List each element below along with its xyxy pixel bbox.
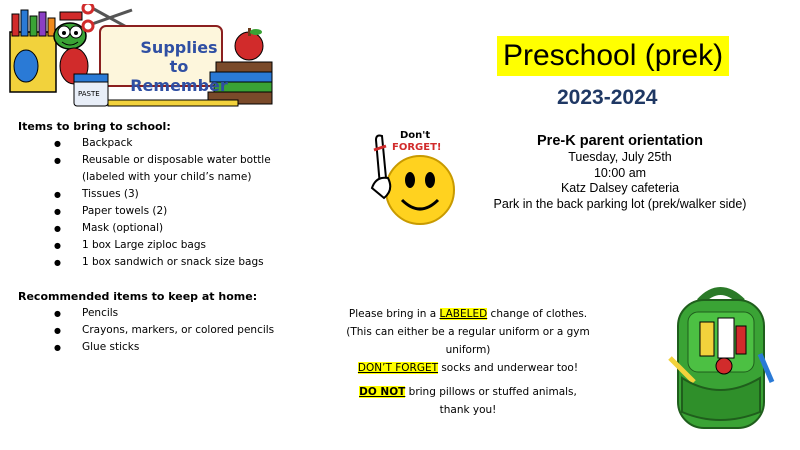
list-item: ● Paper towels (2) [18,203,338,220]
home-list-heading: Recommended items to keep at home: [18,290,258,303]
orientation-title: Pre-K parent orientation [537,133,703,149]
supplies-banner [4,4,274,110]
page-title: Preschool (prek) [497,36,729,76]
labeled-highlight: LABELED [439,308,488,320]
note-thanks: thank you! [439,404,497,416]
banner-title-line1: Supplies [140,38,218,57]
clothing-notes [338,305,598,419]
note-do-not [338,383,598,401]
orientation-place: Katz Dalsey cafeteria [560,181,680,195]
list-item: ● Pencils [18,305,338,322]
note-dont-forget [338,359,598,377]
orientation-date: Tuesday, July 25th [568,150,672,164]
list-item: ● Crayons, markers, or colored pencils [18,322,338,339]
smiley-text-line1: Don't [400,130,431,141]
note-text: socks and underwear too! [438,362,579,374]
orientation-parking: Park in the back parking lot (prek/walker side) [493,196,747,211]
dont-forget-highlight: DON’T FORGET [357,362,438,374]
dont-forget-smiley [362,128,462,228]
list-item: ● Mask (optional) [18,220,338,237]
backpack-icon [664,282,776,432]
paste-label: PASTE [78,90,100,98]
list-item [18,152,338,186]
orientation-time: 10:00 am [593,165,647,180]
note-text: change of clothes. (This can either be a regular uniform or a gym uniform) [346,308,590,356]
list-item: ● 1 box sandwich or snack size bags [18,254,338,271]
list-item-line: Reusable or disposable water bottle [82,154,271,166]
list-item-line: (labeled with your child’s name) [82,171,252,183]
list-item: ● Tissues (3) [18,186,338,203]
list-item: ● Backpack [18,135,338,152]
school-list-heading: Items to bring to school: [18,120,171,133]
note-text: Please bring in a [348,308,440,320]
school-year: 2023-2024 [557,86,658,109]
orientation-info [470,132,770,212]
home-list [18,305,338,356]
note-text: bring pillows or stuffed animals, [405,386,577,398]
supply-lists [18,118,338,356]
do-not-highlight: DO NOT [359,386,406,398]
banner-title [124,38,234,95]
list-item: ● 1 box Large ziploc bags [18,237,338,254]
note-labeled-clothes [338,305,598,359]
banner-title-line2: to Remember [130,57,228,95]
backpack-clipart [664,282,776,432]
school-list [18,135,338,271]
smiley-text-line2: FORGET! [392,142,442,153]
list-item: ● Glue sticks [18,339,338,356]
